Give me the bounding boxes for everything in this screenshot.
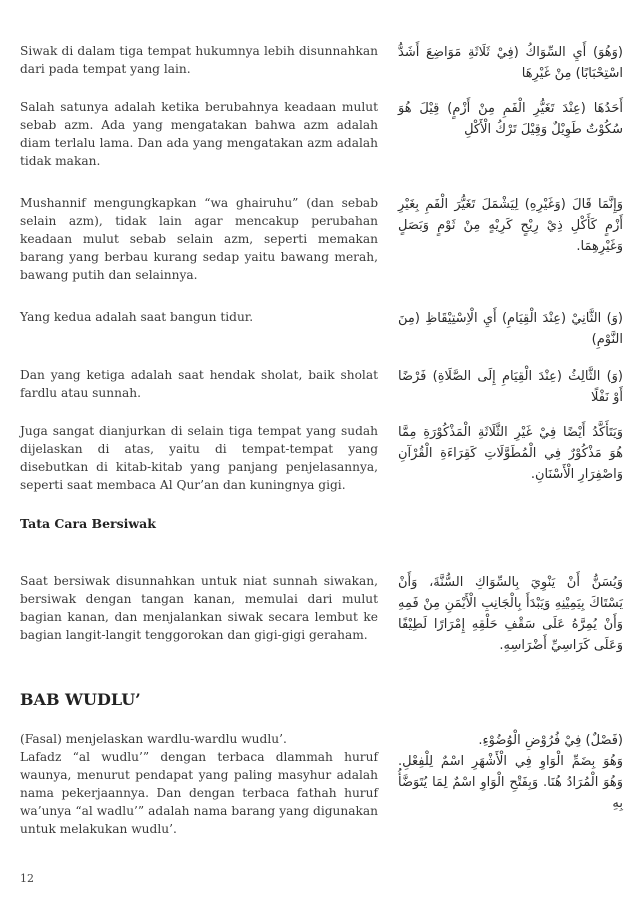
latin-line: Lafadz “al wudlu’” dengan terbaca dlammah huruf waunya, menurut pendapat yang paling masyhur adalah nama pekerjaannya. Dan dengan terbaca fathah huruf wa’unya “al wadlu’” adalah nama barang yang digunakan untuk melakukan wudlu’. — [20, 750, 378, 836]
arabic-text — [398, 730, 623, 814]
latin-text: Salah satunya adalah ketika berubahnya keadaan mulut sebab azm. Ada yang mengatakan bahwa azm adalah diam terlalu lama. Dan ada yang mengatakan azm adalah tidak makan. — [20, 100, 378, 168]
page-number: 12 — [20, 872, 34, 885]
arabic-text: (وَ) الثَّانِيْ (عِنْدَ الْقِيَامِ) أَيِ الْاِسْتِيْقَاظِ (مِنَ النَّوْمِ) — [398, 311, 623, 347]
latin-line: (Fasal) menjelaskan wardlu-wardlu wudlu’. — [20, 732, 287, 746]
arabic-text: (وَ) الثَّالِثُ (عِنْدَ الْقِيَامِ إِلَى الصَّلَاةِ) فَرْضًا أَوْ نَفْلًا — [398, 369, 623, 405]
arabic-text: (وَهُوَ) أَيِ السِّوَاكُ (فِيْ ثَلَاثَةِ مَوَاضِعَ أَشَدُّ اسْتِحْبَابًا) مِنْ غَيْرِهَا — [398, 45, 623, 81]
latin-text: Mushannif mengungkapkan “wa ghairuhu” (dan sebab selain azm), tidak lain agar mencakup perubahan keadaan mulut sebab selain azm, seperti memakan barang yang berbau kurang sedap yaitu bawang merah, bawang putih dan selainnya. — [20, 196, 378, 282]
arabic-line: (فَصْلٌ) فِيْ فُرُوْضِ الْوُضُوْءِ. — [478, 733, 623, 748]
latin-text: Juga sangat dianjurkan di selain tiga tempat yang sudah dijelaskan di atas, yaitu di tempat-tempat yang disebutkan di kitab-kitab yang panjang penjelasannya, seperti saat membaca Al Qur’an dan kuningnya gigi. — [20, 424, 378, 492]
arabic-text: أَحَدُهَا (عِنْدَ تَغَيُّرِ الْفَمِ مِنْ أَزْمٍ) قِيْلَ هُوَ سُكُوْتٌ طَوِيْلٌ وَقِيْلَ تَرْكُ الْأَكْلِ — [398, 101, 623, 137]
chapter-title: BAB WUDLU’ — [20, 690, 141, 709]
latin-text: Yang kedua adalah saat bangun tidur. — [20, 310, 254, 324]
arabic-text: وَيَتَأَكَّدُ أَيْضًا فِيْ غَيْرِ الثَّلَاثَةِ الْمَذْكُوْرَةِ مِمَّا هُوَ مَذْكُوْرٌ فِي الْمُطَوَّلَاتِ كَقِرَاءَةِ الْقُرْآنِ وَاصْفِرَارِ الْأَسْنَانِ. — [398, 425, 623, 482]
latin-text: Siwak di dalam tiga tempat hukumnya lebih disunnahkan dari pada tempat yang lain. — [20, 44, 378, 76]
latin-text: Saat bersiwak disunnahkan untuk niat sunnah siwakan, bersiwak dengan tangan kanan, memulai dari mulut bagian kanan, dan menjalankan siwak secara lembut ke bagian langit-langit tenggorokan dan gigi-gigi geraham. — [20, 574, 378, 642]
arabic-text: وَإِنَّمَا قَالَ (وَغَيْرِهِ) لِيَشْمَلَ تَغَيُّرَ الْفَمِ بِغَيْرِ أَزْمٍ كَأَكْلِ ذِيْ رِيْحٍ كَرِيْهٍ مِنْ ثَوْمٍ وَبَصَلٍ وَغَيْرِهِمَا. — [398, 197, 623, 254]
arabic-text: وَيُسَنُّ أَنْ يَنْوِيَ بِالسِّوَاكِ السُّنَّةَ، وَأَنْ يَسْتَاكَ بِيَمِيْنِهِ وَيَبْدَأَ بِالْجَانِبِ الْأَيْمَنِ مِنْ فَمِهِ وَأَنْ يُمِرَّهُ عَلَى سَقْفِ حَلْقِهِ إِمْرَارًا لَطِيْفًا وَعَلَى كَرَاسِيِّ أَضْرَاسِهِ. — [398, 575, 623, 653]
latin-text: Dan yang ketiga adalah saat hendak sholat, baik sholat fardlu atau sunnah. — [20, 368, 378, 400]
subheading: Tata Cara Bersiwak — [20, 516, 156, 531]
arabic-line: وَهُوَ بِضَمِّ الْوَاوِ فِي الْأَشْهَرِ اسْمٌ لِلْفِعْلِ. وَهُوَ الْمُرَادُ هُنَا. وَبِفَتْحِ الْوَاوِ اسْمٌ لِمَا يُتَوَضَّأُ بِهِ — [398, 754, 623, 811]
latin-text — [20, 730, 378, 838]
